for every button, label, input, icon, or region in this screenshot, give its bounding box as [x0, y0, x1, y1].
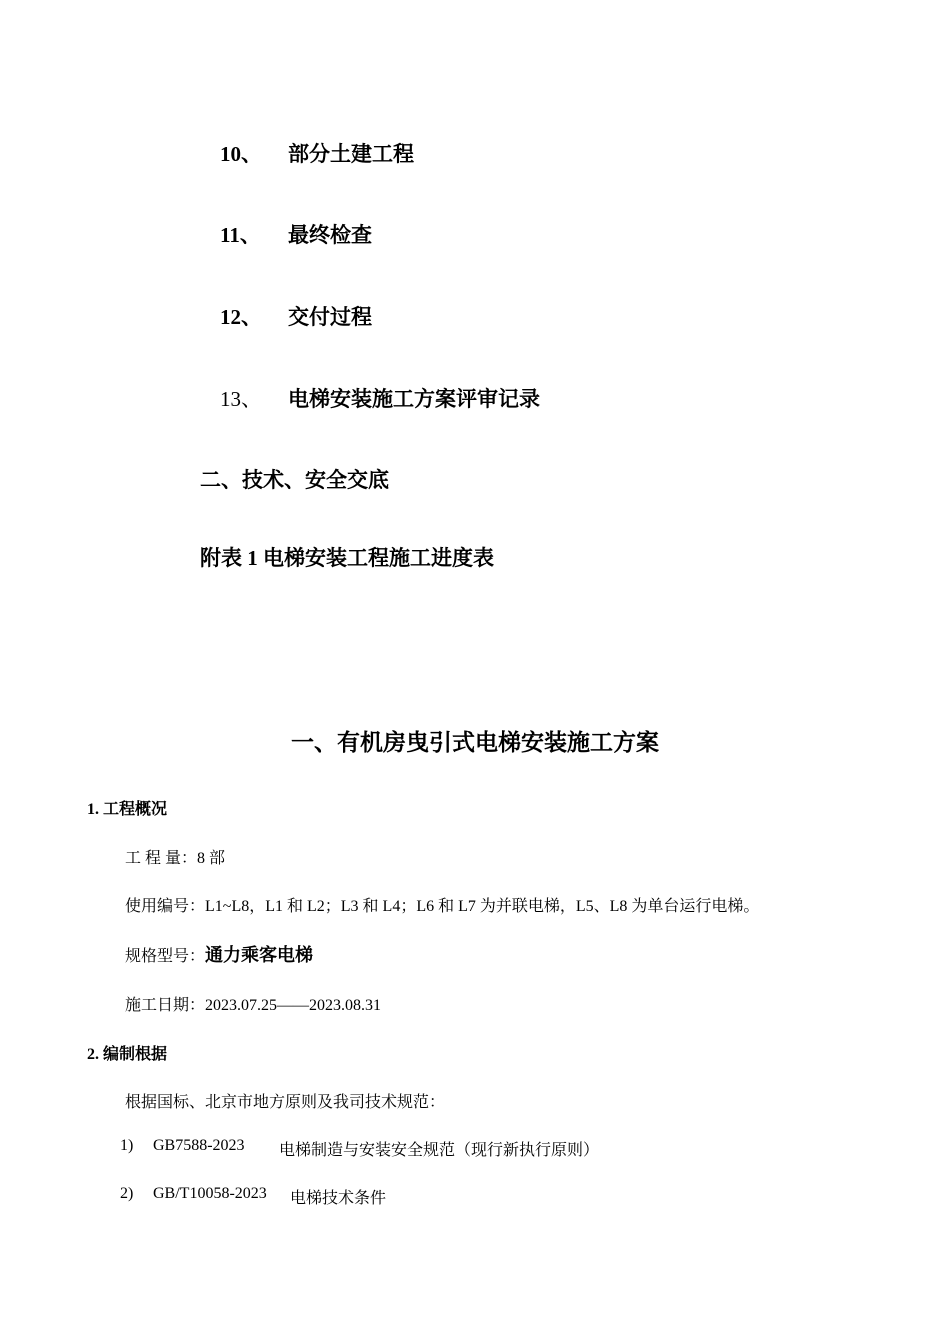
model-value: 通力乘客电梯	[205, 945, 314, 965]
section-2-heading: 2. 编制根据	[87, 1046, 168, 1063]
toc-item-13-title: 电梯安装施工方案评审记录	[288, 387, 540, 411]
quantity-label: 工 程 量：	[125, 850, 198, 867]
ref-1-code: GB7588-2023	[153, 1137, 245, 1154]
toc-item-12-number: 12、	[220, 305, 262, 329]
date-value: 2023.07.25——2023.08.31	[205, 997, 382, 1014]
toc-item-13-number: 13、	[220, 387, 262, 411]
main-heading: 一、有机房曳引式电梯安装施工方案	[291, 730, 659, 755]
toc-item-10-number: 10、	[220, 142, 262, 166]
quantity-value: 8 部	[197, 850, 226, 867]
toc-item-12-title: 交付过程	[288, 305, 372, 329]
date-line	[125, 992, 381, 1015]
toc-section-two: 二、技术、安全交底	[200, 468, 389, 492]
ref-1-title: 电梯制造与安装安全规范（现行新执行原则）	[279, 1142, 600, 1159]
usage-line	[125, 893, 759, 916]
toc-item-10-title: 部分土建工程	[288, 142, 414, 166]
toc-item-11-number: 11、	[220, 223, 261, 247]
usage-value: L1~L8，L1 和 L2；L3 和 L4；L6 和 L7 为并联电梯，L5、L8 为单台运行电梯。	[205, 898, 760, 915]
ref-2-code: GB/T10058-2023	[153, 1185, 267, 1202]
ref-2-number: 2)	[120, 1185, 134, 1202]
ref-2-title: 电梯技术条件	[290, 1190, 387, 1207]
basis-intro: 根据国标、北京市地方原则及我司技术规范：	[125, 1094, 446, 1111]
toc-appendix: 附表 1 电梯安装工程施工进度表	[200, 546, 494, 570]
ref-1-number: 1)	[120, 1137, 134, 1154]
section-1-heading: 1. 工程概况	[87, 801, 168, 818]
quantity-line	[125, 845, 225, 868]
date-label: 施工日期：	[125, 997, 206, 1014]
usage-label: 使用编号：	[125, 898, 206, 915]
model-label: 规格型号：	[125, 948, 206, 965]
toc-item-11-title: 最终检查	[288, 223, 372, 247]
model-line	[125, 941, 313, 967]
